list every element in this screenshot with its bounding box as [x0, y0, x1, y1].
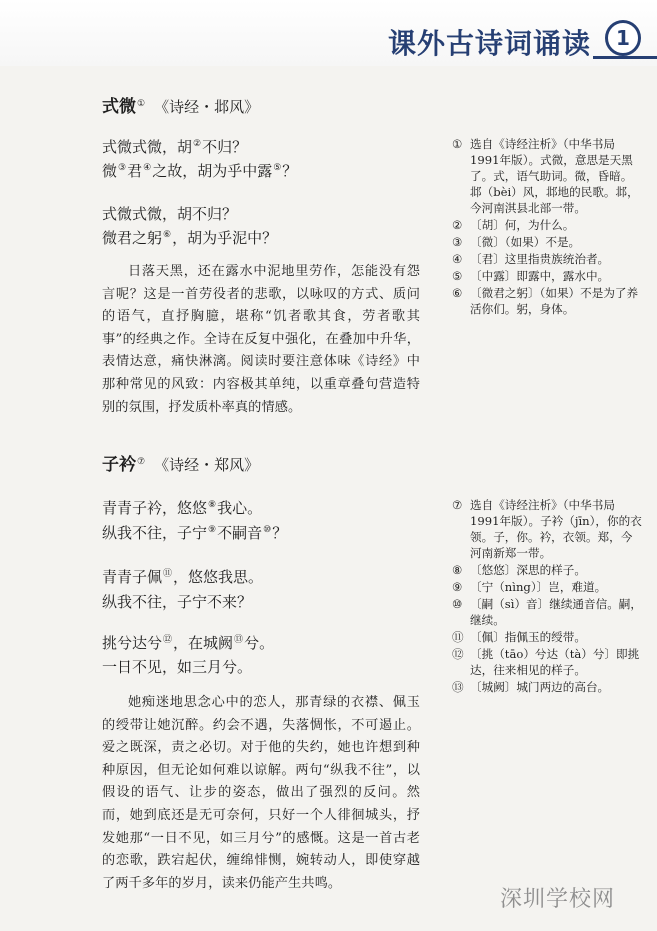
line-text: 一日不见，如三月兮。 — [102, 658, 253, 676]
line-text: 君 — [127, 162, 143, 180]
footnote-number: ⑧ — [452, 563, 463, 577]
line-text: 青青子佩 — [102, 568, 163, 586]
footnote-text: 〔君〕这里指贵族统治者。 — [470, 252, 610, 266]
line-text: ？ — [282, 162, 298, 180]
footnote-text: 〔城阙〕城门两边的高台。 — [470, 680, 610, 694]
footnote-number: ⑦ — [452, 498, 463, 512]
line-text: ？ — [272, 524, 288, 542]
footnote — [452, 596, 642, 628]
poem1-title: 式微 — [102, 97, 136, 117]
footnote-number: ④ — [452, 252, 463, 266]
note-mark: ⑤ — [273, 163, 282, 173]
line-text: 微君之躬 — [102, 229, 163, 247]
line-text: 兮。 — [244, 634, 275, 652]
footnote-number: ⑪ — [452, 630, 464, 644]
poem1-line-3 — [102, 203, 237, 224]
note-mark: ⑫ — [163, 635, 173, 645]
footnote — [452, 646, 642, 678]
footnote-text: 〔佩〕指佩玉的绶带。 — [470, 630, 586, 644]
poem2-title: 子衿 — [102, 455, 136, 475]
poem2-line-3 — [102, 566, 263, 587]
footnote — [452, 234, 642, 250]
note-mark: ⑨ — [208, 525, 217, 535]
note-mark: ⑬ — [234, 635, 244, 645]
poem1-commentary: 日落天黑，还在露水中泥地里劳作，怎能没有怨言呢？这是一首劳役者的悲歌，以咏叹的方式、质问的语气，直抒胸臆，堪称“饥者歌其食，劳者歌其事”的经典之作。全诗在反复中强化，在叠加中升华，表情达意，痛快淋漓。阅读时要注意体味《诗经》中那种常见的风致：内容极其单纯，以重章叠句营造特别的氛围，抒发质朴率真的情感。 — [102, 264, 420, 415]
line-text: ，悠悠我思。 — [173, 568, 264, 586]
poem1-title-note-mark: ① — [137, 99, 146, 109]
unit-number-badge: 1 — [605, 20, 641, 56]
footnote-number: ⑨ — [452, 580, 463, 594]
footnote-text: 〔挑（tāo）兮达（tà）兮〕即挑达，往来相见的样子。 — [470, 647, 640, 677]
poem1-source: 《诗经・邶风》 — [154, 98, 260, 116]
footnote-number: ⑩ — [452, 597, 463, 611]
poem2-line-6 — [102, 656, 252, 677]
line-text: 挑兮达兮 — [102, 634, 163, 652]
poem2-commentary: 她痴迷地思念心中的恋人，那青绿的衣襟、佩玉的绶带让她沉醉。约会不遇，失落惆怅，不可遏止。爱之既深，责之必切。对于他的失约，她也许想到种种原因，但无论如何难以谅解。两句“纵我不往”，以假设的语气、让步的姿态，做出了强烈的反问。然而，她到底还是无可奈何，只好一个人徘徊城头，抒发她那“一日不见，如三月兮”的感慨。这是一首古老的恋歌，跌宕起伏，缠绵悱恻，婉转动人，即使穿越了两千多年的岁月，读来仍能产生共鸣。 — [102, 695, 420, 891]
line-text: 之故，胡为乎中露 — [152, 162, 273, 180]
poem1-footnotes — [452, 136, 642, 318]
note-mark: ③ — [118, 163, 127, 173]
line-text: 纵我不往，子宁 — [102, 524, 208, 542]
site-watermark: 深圳学校网 — [500, 887, 616, 912]
poem1-line-2 — [102, 160, 297, 181]
footnote-text: 〔悠悠〕深思的样子。 — [470, 563, 586, 577]
line-text: ，胡为乎泥中？ — [172, 229, 278, 247]
footnote-text: 〔微君之躬〕（如果）不是为了养活你们。躬，身体。 — [470, 286, 639, 316]
poem2-line-5 — [102, 632, 274, 653]
line-text: 我心。 — [217, 499, 263, 517]
footnote — [452, 268, 642, 284]
header-rule — [593, 56, 657, 59]
poem1-heading — [102, 92, 259, 117]
footnote-number: ⑫ — [452, 647, 464, 661]
note-mark: ⑥ — [163, 230, 172, 240]
footnote-text: 〔宁（nìng）〕岂，难道。 — [470, 580, 607, 594]
line-text: 不归？ — [202, 138, 248, 156]
footnote — [452, 217, 642, 233]
footnote — [452, 562, 642, 578]
line-text: 青青子衿，悠悠 — [102, 499, 208, 517]
footnote-text: 选自《诗经注析》（中华书局1991年版）。式微，意思是天黑了。式，语气助词。微，昏暗。邶（bèi）风，邶地的民歌。邶，今河南淇县北部一带。 — [470, 137, 639, 215]
footnote-text: 〔中露〕即露中，露水中。 — [470, 269, 610, 283]
footnote-number: ③ — [452, 235, 463, 249]
section-title: 课外古诗词诵读 — [387, 27, 591, 60]
poem1-line-1 — [102, 136, 247, 157]
line-text: 微 — [102, 162, 118, 180]
footnote-number: ⑤ — [452, 269, 463, 283]
footnote — [452, 497, 642, 561]
footnote-number: ② — [452, 218, 463, 232]
footnote — [452, 285, 642, 317]
note-mark: ⑪ — [163, 569, 173, 579]
poem2-line-4 — [102, 591, 252, 612]
page-header — [0, 0, 657, 66]
poem2-heading — [102, 450, 259, 475]
poem2-line-2 — [102, 522, 287, 543]
note-mark: ⑧ — [208, 500, 217, 510]
footnote-number: ⑬ — [452, 680, 464, 694]
footnote — [452, 629, 642, 645]
line-text: ，在城阙 — [173, 634, 234, 652]
footnote — [452, 136, 642, 216]
footnote-text: 〔嗣（sì）音〕继续通音信。嗣，继续。 — [470, 597, 642, 627]
poem2-footnotes — [452, 497, 642, 696]
poem1-line-4 — [102, 227, 277, 248]
footnote — [452, 679, 642, 695]
note-mark: ⑩ — [263, 525, 272, 535]
line-text: 不嗣音 — [217, 524, 263, 542]
footnote-number: ⑥ — [452, 286, 463, 300]
footnote-number: ① — [452, 137, 463, 151]
note-mark: ④ — [143, 163, 152, 173]
footnote-text: 选自《诗经注析》（中华书局1991年版）。子衿（jīn），你的衣领。子，你。衿，衣领。郑，今河南新郑一带。 — [470, 498, 642, 560]
poem2-source: 《诗经・郑风》 — [154, 456, 260, 474]
footnote-text: 〔胡〕何，为什么。 — [470, 218, 575, 232]
line-text: 式微式微，胡不归？ — [102, 205, 238, 223]
line-text: 纵我不往，子宁不来？ — [102, 593, 253, 611]
poem2-title-note-mark: ⑦ — [137, 457, 146, 467]
footnote — [452, 251, 642, 267]
footnote — [452, 579, 642, 595]
note-mark: ② — [193, 139, 202, 149]
footnote-text: 〔微〕（如果）不是。 — [470, 235, 581, 249]
poem2-line-1 — [102, 497, 262, 518]
line-text: 式微式微，胡 — [102, 138, 193, 156]
